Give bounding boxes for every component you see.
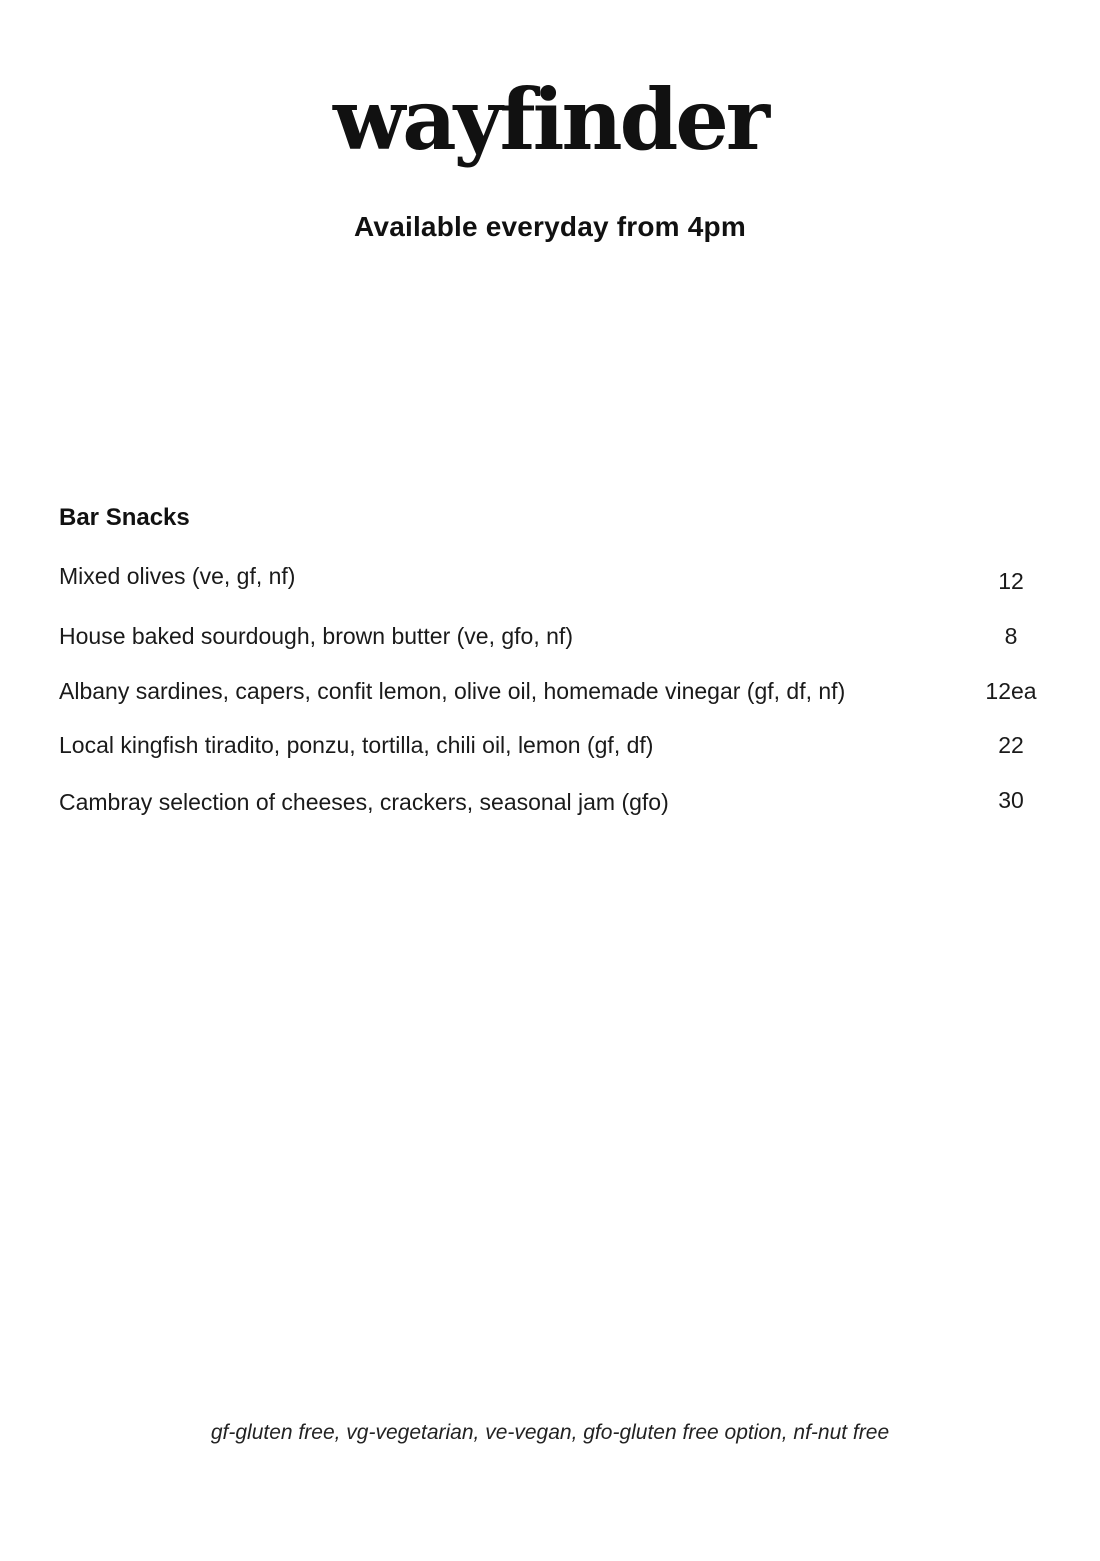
menu-item	[59, 727, 1059, 763]
menu-item	[59, 784, 1059, 820]
menu-item	[59, 673, 1059, 709]
menu-item	[59, 618, 1059, 654]
item-name: Mixed olives (ve, gf, nf)	[59, 563, 296, 589]
section-title: Bar Snacks	[59, 504, 190, 531]
wayfinder-logo: wayfinder	[332, 70, 768, 169]
item-price: 12ea	[985, 678, 1037, 704]
item-name: Albany sardines, capers, confit lemon, olive oil, homemade vinegar (gf, df, nf)	[59, 678, 846, 704]
item-name: Cambray selection of cheeses, crackers, seasonal jam (gfo)	[59, 789, 669, 815]
item-price: 22	[998, 732, 1024, 758]
item-name: House baked sourdough, brown butter (ve, gfo, nf)	[59, 623, 573, 649]
item-price: 12	[998, 568, 1024, 594]
bar-snacks-section	[59, 500, 1059, 815]
item-price: 8	[1004, 623, 1018, 649]
menu-item	[59, 558, 1059, 594]
item-price: 30	[998, 787, 1024, 813]
availability-subtitle: Available everyday from 4pm	[354, 211, 746, 242]
dietary-legend: gf-gluten free, vg-vegetarian, ve-vegan, gfo-gluten free option, nf-nut free	[210, 1421, 890, 1444]
item-name: Local kingfish tiradito, ponzu, tortilla, chili oil, lemon (gf, df)	[59, 732, 654, 758]
